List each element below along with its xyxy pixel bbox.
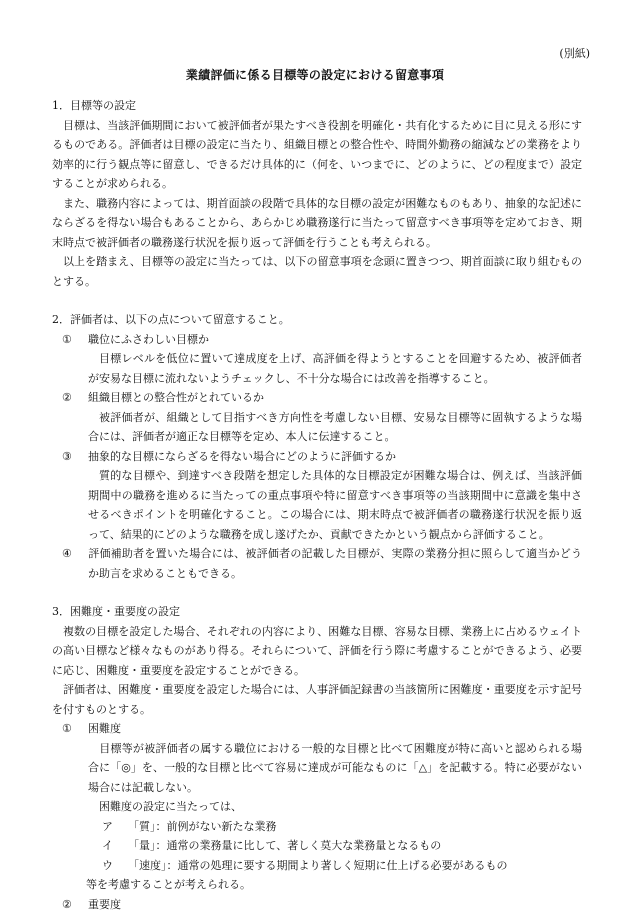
section-1-paragraph-3: 以上を踏まえ、目標等の設定に当たっては、以下の留意事項を念頭に置きつつ、期首面談に取り組むものとする。 — [52, 252, 582, 291]
sub-number: ① — [62, 719, 88, 739]
sub-intro: 困難度の設定に当たっては、 — [88, 797, 582, 817]
section-2-heading: 2．評価者は、以下の点について留意すること。 — [52, 310, 582, 330]
section-2-item-3 — [62, 447, 582, 545]
item-body: 質的な目標や、到達すべき段階を想定した具体的な目標設定が困難な場合は、例えば、当該評価期間中の職務を進めるに当たっての重点事項や特に留意すべき事項等の当該期間中に意識を集中させるべきポイントを明確化すること。この場合には、期末時点で被評価者の職務遂行状況を振り返って、結果的にどのような職務を成し遂げたか、貢献できたかという観点から評価すること。 — [88, 466, 582, 544]
item-number: ④ — [62, 544, 88, 564]
criteria-item: ウ 「速度」：通常の処理に要する期間より著しく短期に仕上げる必要があるもの — [102, 856, 582, 876]
section-3-paragraph-2: 評価者は、困難度・重要度を設定した場合には、人事評価記録書の当該箇所に困難度・重要度を示す記号を付すものとする。 — [52, 680, 582, 719]
sub-heading: 重要度 — [88, 898, 121, 911]
item-heading: 組織目標との整合性がとれているか — [88, 391, 264, 404]
section-3-heading: 3．困難度・重要度の設定 — [52, 602, 582, 622]
sub-body: 目標等が被評価者の属する職位における一般的な目標と比べて困難度が特に高いと認められる場合に「◎」を、一般的な目標と比べて容易に達成が可能なものに「△」を記載する。特に必要がない場合には記載しない。 — [88, 739, 582, 798]
sub-number: ② — [62, 895, 88, 914]
document-title: 業績評価に係る目標等の設定における留意事項 — [0, 66, 630, 83]
annex-label: (別紙) — [559, 45, 590, 61]
item-text: 評価補助者を置いた場合には、被評価者の記載した目標が、実際の業務分担に照らして適当かどうか助言を求めることもできる。 — [88, 547, 582, 580]
section-1-heading: 1．目標等の設定 — [52, 96, 582, 116]
item-number: ③ — [62, 447, 88, 467]
section-3-sub-1 — [62, 719, 582, 895]
sub-heading: 困難度 — [88, 722, 121, 735]
item-number: ① — [62, 330, 88, 350]
item-body: 被評価者が、組織として目指すべき方向性を考慮しない目標、安易な目標等に固執するような場合には、評価者が適正な目標等を定め、本人に伝達すること。 — [88, 408, 582, 447]
item-heading: 抽象的な目標にならざるを得ない場合にどのように評価するか — [88, 450, 396, 463]
section-1-paragraph-1: 目標は、当該評価期間において被評価者が果たすべき役割を明確化・共有化するために目に見える形にするものである。評価者は目標の設定に当たり、組織目標との整合性や、時間外勤務の縮減などの業務をより効率的に行う観点等に留意し、できるだけ具体的に（何を、いつまでに、どのように、どの程度まで）設定することが求められる。 — [52, 116, 582, 194]
item-heading: 職位にふさわしい目標か — [88, 333, 209, 346]
criteria-list — [102, 817, 582, 876]
section-3-sub-2 — [62, 895, 582, 914]
sub-tail: 等を考慮することが考えられる。 — [86, 875, 582, 895]
section-3-paragraph-1: 複数の目標を設定した場合、それぞれの内容により、困難な目標、容易な目標、業務上に占めるウェイトの高い目標など様々なものがあり得る。それらについて、評価を行う際に考慮することができるよう、必要に応じ、困難度・重要度を設定することができる。 — [52, 622, 582, 681]
section-2-item-2 — [62, 388, 582, 447]
section-1-paragraph-2: また、職務内容によっては、期首面談の段階で具体的な目標の設定が困難なものもあり、抽象的な記述にならざるを得ない場合もあることから、あらかじめ職務遂行に当たって留意すべき事項等を定めておき、期末時点で被評価者の職務遂行状況を振り返って評価を行うことも考えられる。 — [52, 194, 582, 253]
section-2-item-1 — [62, 330, 582, 389]
document-body — [52, 96, 582, 914]
section-2-item-4 — [62, 544, 582, 583]
criteria-item: イ 「量」：通常の業務量に比して、著しく莫大な業務量となるもの — [102, 836, 582, 856]
criteria-item: ア 「質」：前例がない新たな業務 — [102, 817, 582, 837]
item-number: ② — [62, 388, 88, 408]
item-body: 目標レベルを低位に置いて達成度を上げ、高評価を得ようとすることを回避するため、被評価者が安易な目標に流れないようチェックし、不十分な場合には改善を指導すること。 — [88, 349, 582, 388]
